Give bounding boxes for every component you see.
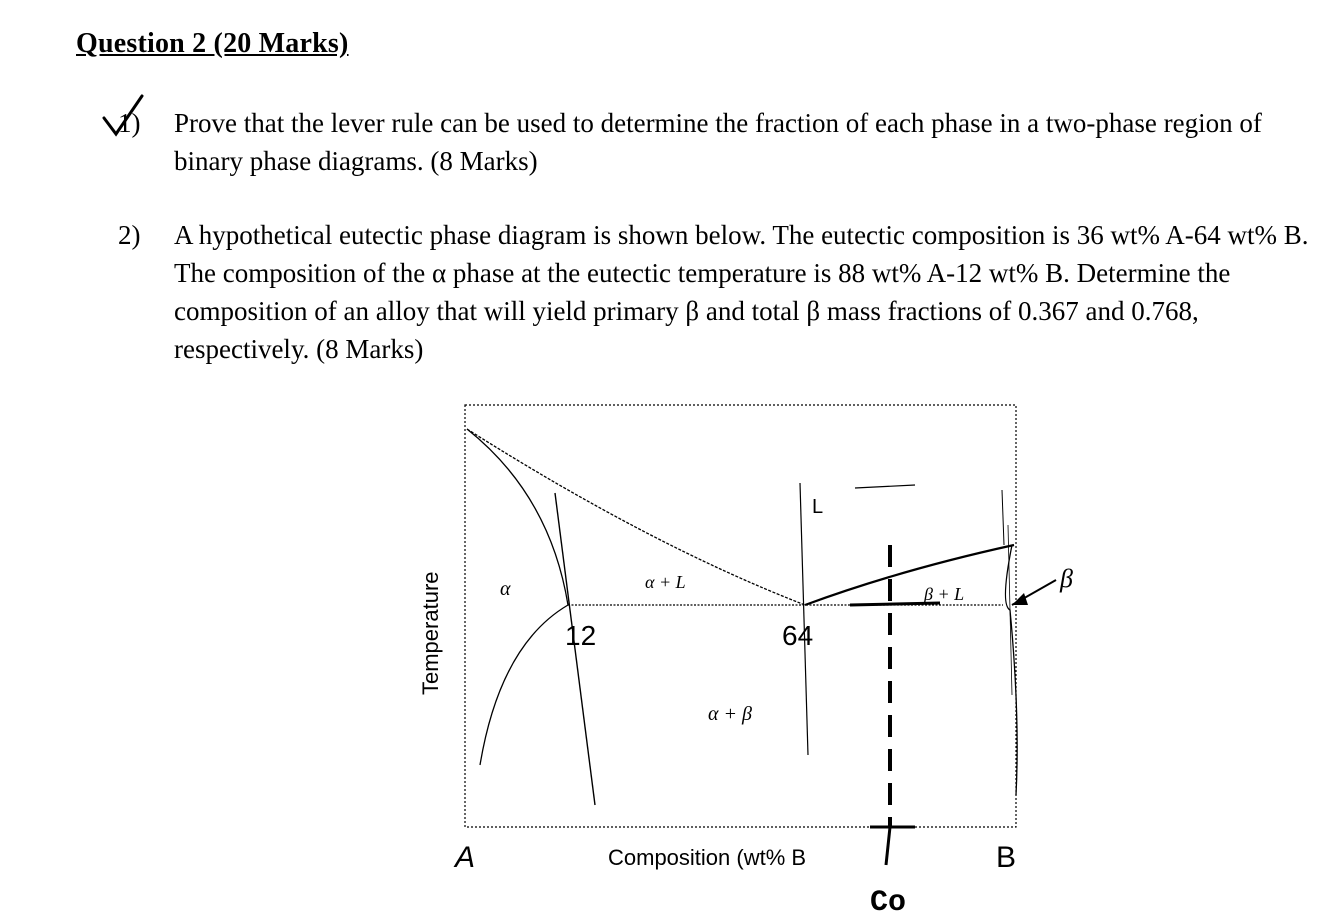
label-alpha-beta: α + β	[708, 703, 752, 725]
item-number: 1)	[118, 108, 141, 138]
phase-diagram-figure	[400, 395, 1120, 924]
handwritten-co: Co	[870, 886, 907, 920]
question-title: Question 2 (20 Marks)	[76, 28, 349, 59]
item-text: A hypothetical eutectic phase diagram is shown below. The eutectic composition is 36 wt% A-64 wt% B. The composition of the α phase at the eutectic temperature is 88 wt% A-12 wt% B. Determine the composition of an alloy that will yield primary β and total β mass fractions of 0.367 and 0.768, respectively. (8 Marks)	[174, 220, 1309, 364]
x-axis-label: Composition (wt% B	[608, 845, 807, 870]
phase-diagram	[400, 395, 1120, 924]
solvus-left	[480, 605, 568, 765]
item-text: Prove that the lever rule can be used to determine the fraction of each phase in a two-phase region of binary phase diagrams. (8 Marks)	[174, 108, 1262, 176]
endpoint-b: B	[996, 841, 1017, 874]
y-axis-label: Temperature	[418, 571, 443, 695]
eutectic-alpha-label: 12	[565, 620, 597, 651]
plot-frame	[465, 405, 1016, 827]
endpoint-a: A	[455, 841, 476, 874]
label-beta: β	[1060, 564, 1073, 593]
liquidus-left	[467, 429, 805, 605]
label-alpha-liquid: α + L	[645, 572, 686, 592]
eutectic-point-label: 64	[782, 620, 814, 651]
liquidus-right	[805, 545, 1014, 605]
label-alpha: α	[500, 578, 511, 600]
label-beta-liquid: β + L	[924, 584, 965, 604]
item-number: 2)	[118, 220, 141, 250]
label-liquid: L	[812, 496, 824, 518]
solidus-left	[467, 429, 568, 605]
